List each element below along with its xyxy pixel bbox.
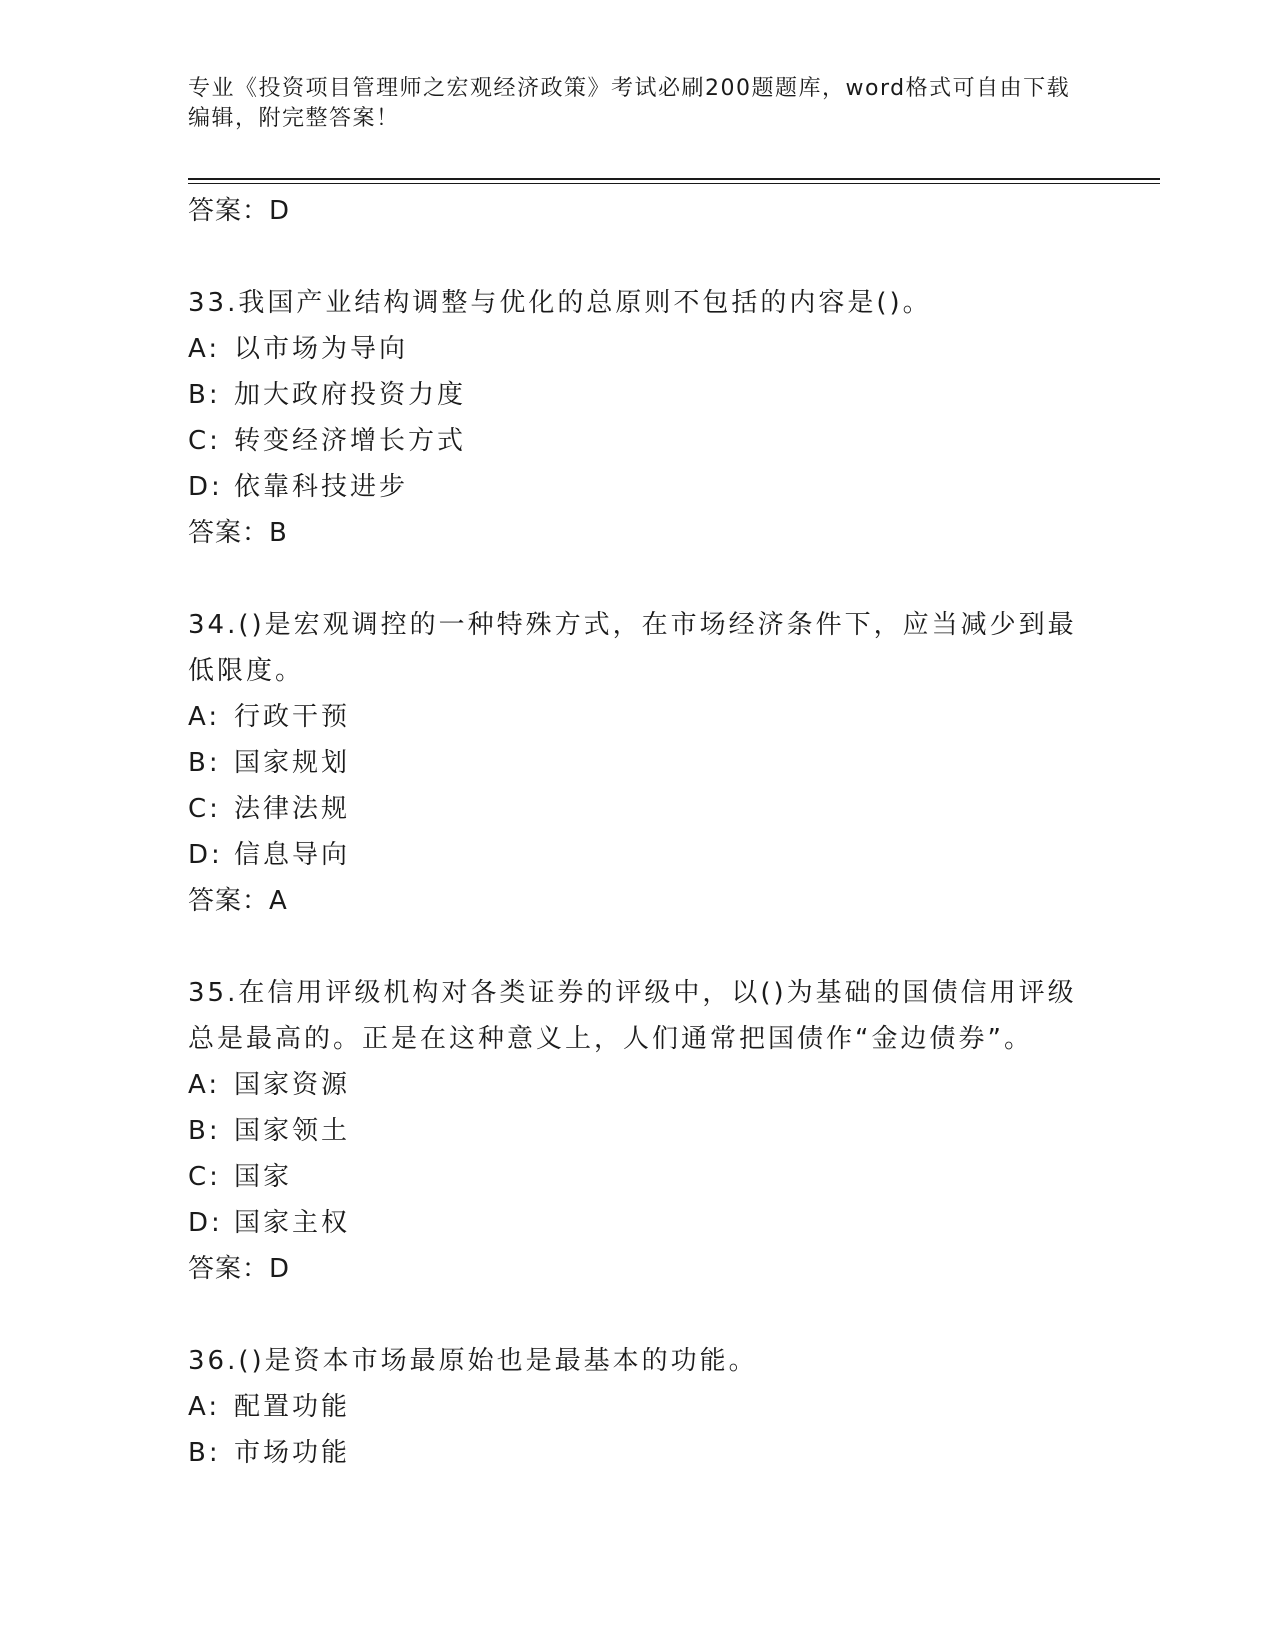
option-text: 以市场为导向 <box>234 334 409 364</box>
option-key: A: <box>188 702 221 732</box>
question-text: 35.在信用评级机构对各类证券的评级中，以()为基础的国债信用评级总是最高的。正是在这种意义上，人们通常把国债作“金边债券”。 <box>188 978 1077 1054</box>
header-divider-thin <box>188 183 1160 184</box>
option-text: 国家领土 <box>234 1116 351 1146</box>
option-text: 配置功能 <box>234 1392 351 1422</box>
option-key: B: <box>188 380 221 410</box>
option-text: 国家资源 <box>234 1070 351 1100</box>
option-b <box>188 1430 1088 1476</box>
option-key: B: <box>188 1116 221 1146</box>
document-header: 专业《投资项目管理师之宏观经济政策》考试必刷200题题库，word格式可自由下载编辑，附完整答案！ <box>188 76 1071 131</box>
option-key: C: <box>188 794 221 824</box>
question-34 <box>188 602 1088 924</box>
option-key: A: <box>188 334 221 364</box>
question-text: 33.我国产业结构调整与优化的总原则不包括的内容是()。 <box>188 288 932 318</box>
option-b <box>188 372 1088 418</box>
option-key: A: <box>188 1070 221 1100</box>
option-a <box>188 694 1088 740</box>
option-text: 信息导向 <box>234 840 351 870</box>
option-text: 国家 <box>234 1162 293 1192</box>
answer-line: 答案：D <box>188 1254 291 1284</box>
option-b <box>188 740 1088 786</box>
question-text: 34.()是宏观调控的一种特殊方式，在市场经济条件下，应当减少到最低限度。 <box>188 610 1077 686</box>
option-c <box>188 1154 1088 1200</box>
question-list <box>188 188 1088 1476</box>
option-text: 加大政府投资力度 <box>234 380 467 410</box>
question-33 <box>188 280 1088 556</box>
option-d <box>188 832 1088 878</box>
answer-line: 答案：B <box>188 518 288 548</box>
answer-line: 答案：A <box>188 886 288 916</box>
option-text: 国家规划 <box>234 748 351 778</box>
option-c <box>188 418 1088 464</box>
question-text: 36.()是资本市场最原始也是最基本的功能。 <box>188 1346 758 1376</box>
option-text: 市场功能 <box>234 1438 351 1468</box>
answer-line: 答案：D <box>188 196 291 226</box>
option-key: B: <box>188 748 221 778</box>
option-text: 国家主权 <box>234 1208 351 1238</box>
option-a <box>188 1384 1088 1430</box>
option-key: D: <box>188 840 223 870</box>
option-key: D: <box>188 472 223 502</box>
option-key: D: <box>188 1208 223 1238</box>
option-text: 行政干预 <box>234 702 351 732</box>
question-35 <box>188 970 1088 1292</box>
option-text: 法律法规 <box>234 794 351 824</box>
option-key: C: <box>188 426 221 456</box>
option-c <box>188 786 1088 832</box>
header-divider-thick <box>188 178 1160 180</box>
option-text: 依靠科技进步 <box>234 472 409 502</box>
question-36 <box>188 1338 1088 1476</box>
option-d <box>188 464 1088 510</box>
option-text: 转变经济增长方式 <box>234 426 467 456</box>
option-key: C: <box>188 1162 221 1192</box>
option-key: A: <box>188 1392 221 1422</box>
option-a <box>188 326 1088 372</box>
option-key: B: <box>188 1438 221 1468</box>
option-d <box>188 1200 1088 1246</box>
option-b <box>188 1108 1088 1154</box>
option-a <box>188 1062 1088 1108</box>
